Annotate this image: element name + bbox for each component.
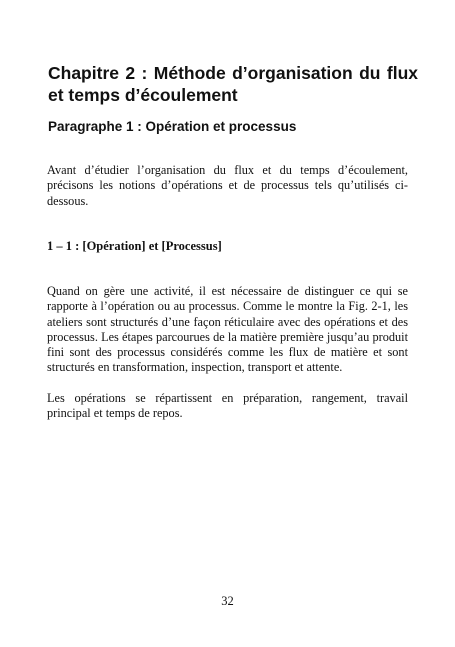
chapter-title: Chapitre 2 : Méthode d’organisation du flux et temps d’écoulement [48,63,418,105]
subsection-title: 1 – 1 : [Opération] et [Processus] [47,239,222,253]
intro-paragraph: Avant d’étudier l’organisation du flux et du temps d’écoulement, précisons les notions d’opérations et de processus tels qu’utilisés ci-dessous. [47,163,408,208]
section-title: Paragraphe 1 : Opération et processus [48,119,297,134]
body-paragraph-operations: Les opérations se répartissent en préparation, rangement, travail principal et temps de repos. [47,391,408,421]
page-number: 32 [221,594,234,608]
body-paragraph: Quand on gère une activité, il est nécessaire de distinguer ce qui se rapporte à l’opération ou au processus. Comme le montre la Fig. 2-1, les ateliers sont structurés d’une façon réticulaire avec des opérations et des processus. Les étapes parcourues de la matière première jusqu’au produit fini sont des processus considérés comme les flux de matière et sont structurés en transformation, inspection, transport et attente. [47,284,408,375]
